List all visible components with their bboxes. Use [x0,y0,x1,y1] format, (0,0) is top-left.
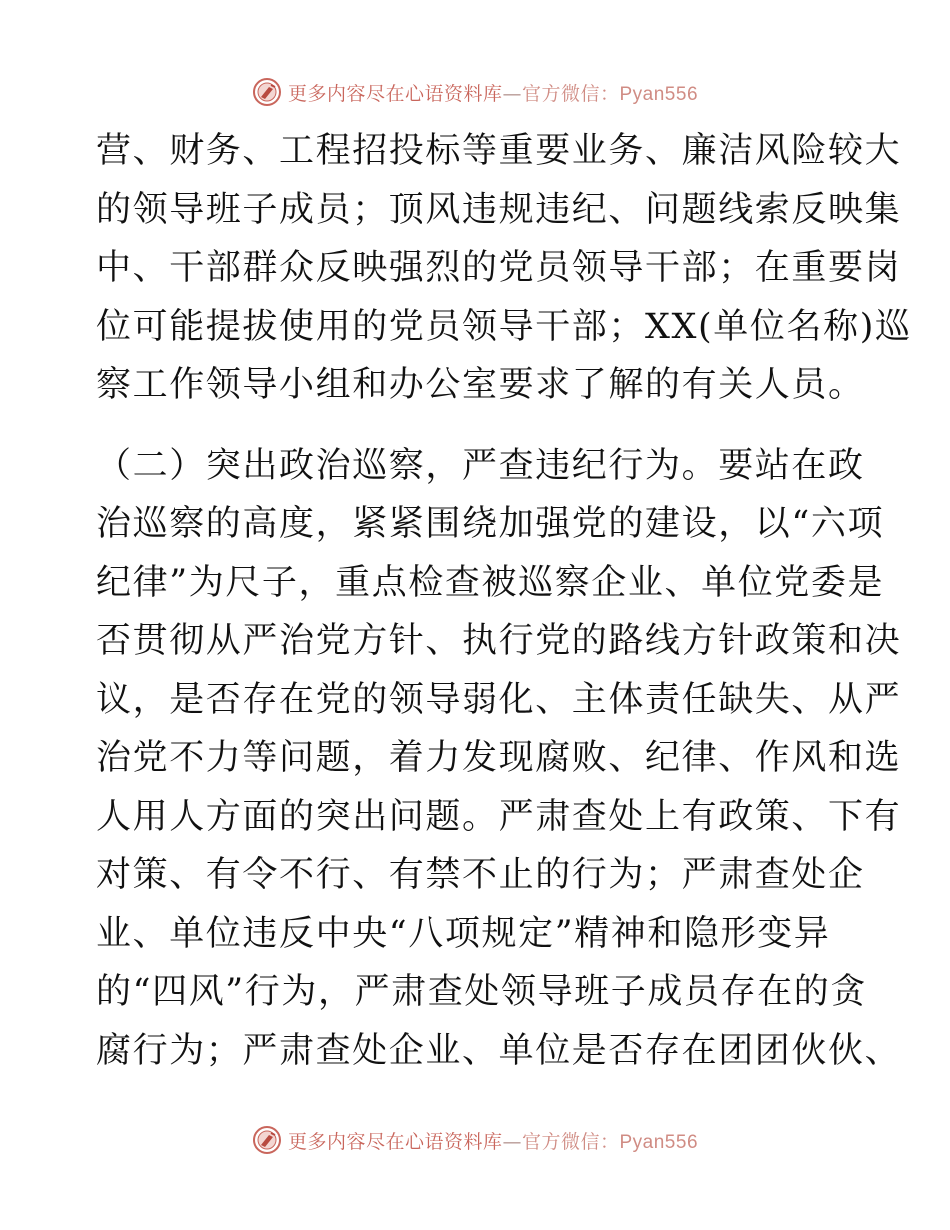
text-line: 营、财务、工程招投标等重要业务、廉洁风险较大 [96,131,902,171]
text-line: 否贯彻从严治党方针、执行党的路线方针政策和决 [96,621,902,661]
text-line: 议，是否存在党的领导弱化、主体责任缺失、从严 [96,679,902,720]
paragraph-2 [96,437,902,1081]
text-line: 治巡察的高度，紧紧围绕加强党的建设，以“六项 [96,504,885,544]
watermark-wechat: 官方微信：Pyan556 [522,83,699,105]
text-line: 的领导班子成员；顶风违规违纪、问题线索反映集 [96,189,902,230]
text-line: 对策、有令不行、有禁不止的行为；严肃查处企 [96,855,865,895]
header-watermark [0,74,950,110]
text-line: 腐行为；严肃查处企业、单位是否存在团团伙伙、 [96,1030,902,1071]
watermark-brand: 更多内容尽在心语资料库 [287,82,503,105]
watermark-separator: — [502,1130,522,1153]
text-line: 治党不力等问题，着力发现腐败、纪律、作风和选 [96,738,902,778]
paragraph-1 [96,122,912,415]
watermark-wechat: 官方微信：Pyan556 [522,1131,699,1153]
logo-seal-icon [252,77,282,107]
text-line: 业、单位违反中央“八项规定”精神和隐形变异 [96,913,831,954]
text-line: 人用人方面的突出问题。严肃查处上有政策、下有 [96,796,902,837]
document-body [96,122,912,1080]
text-line: （二）突出政治巡察，严查违纪行为。要站在政 [96,445,865,486]
text-line: 中、干部群众反映强烈的党员领导干部；在重要岗 [96,248,902,288]
footer-watermark [0,1122,950,1158]
paragraph-gap [96,415,856,437]
watermark-brand: 更多内容尽在心语资料库 [287,1130,503,1153]
logo-seal-icon [252,1125,282,1155]
watermark-separator: — [502,82,522,105]
text-line: 的“四风”行为，严肃查处领导班子成员存在的贪 [96,972,867,1012]
text-line: 纪律”为尺子，重点检查被巡察企业、单位党委是 [96,562,885,603]
text-line: 位可能提拔使用的党员领导干部；XX(单位名称)巡 [96,306,912,347]
text-line: 察工作领导小组和办公室要求了解的有关人员。 [96,365,865,405]
